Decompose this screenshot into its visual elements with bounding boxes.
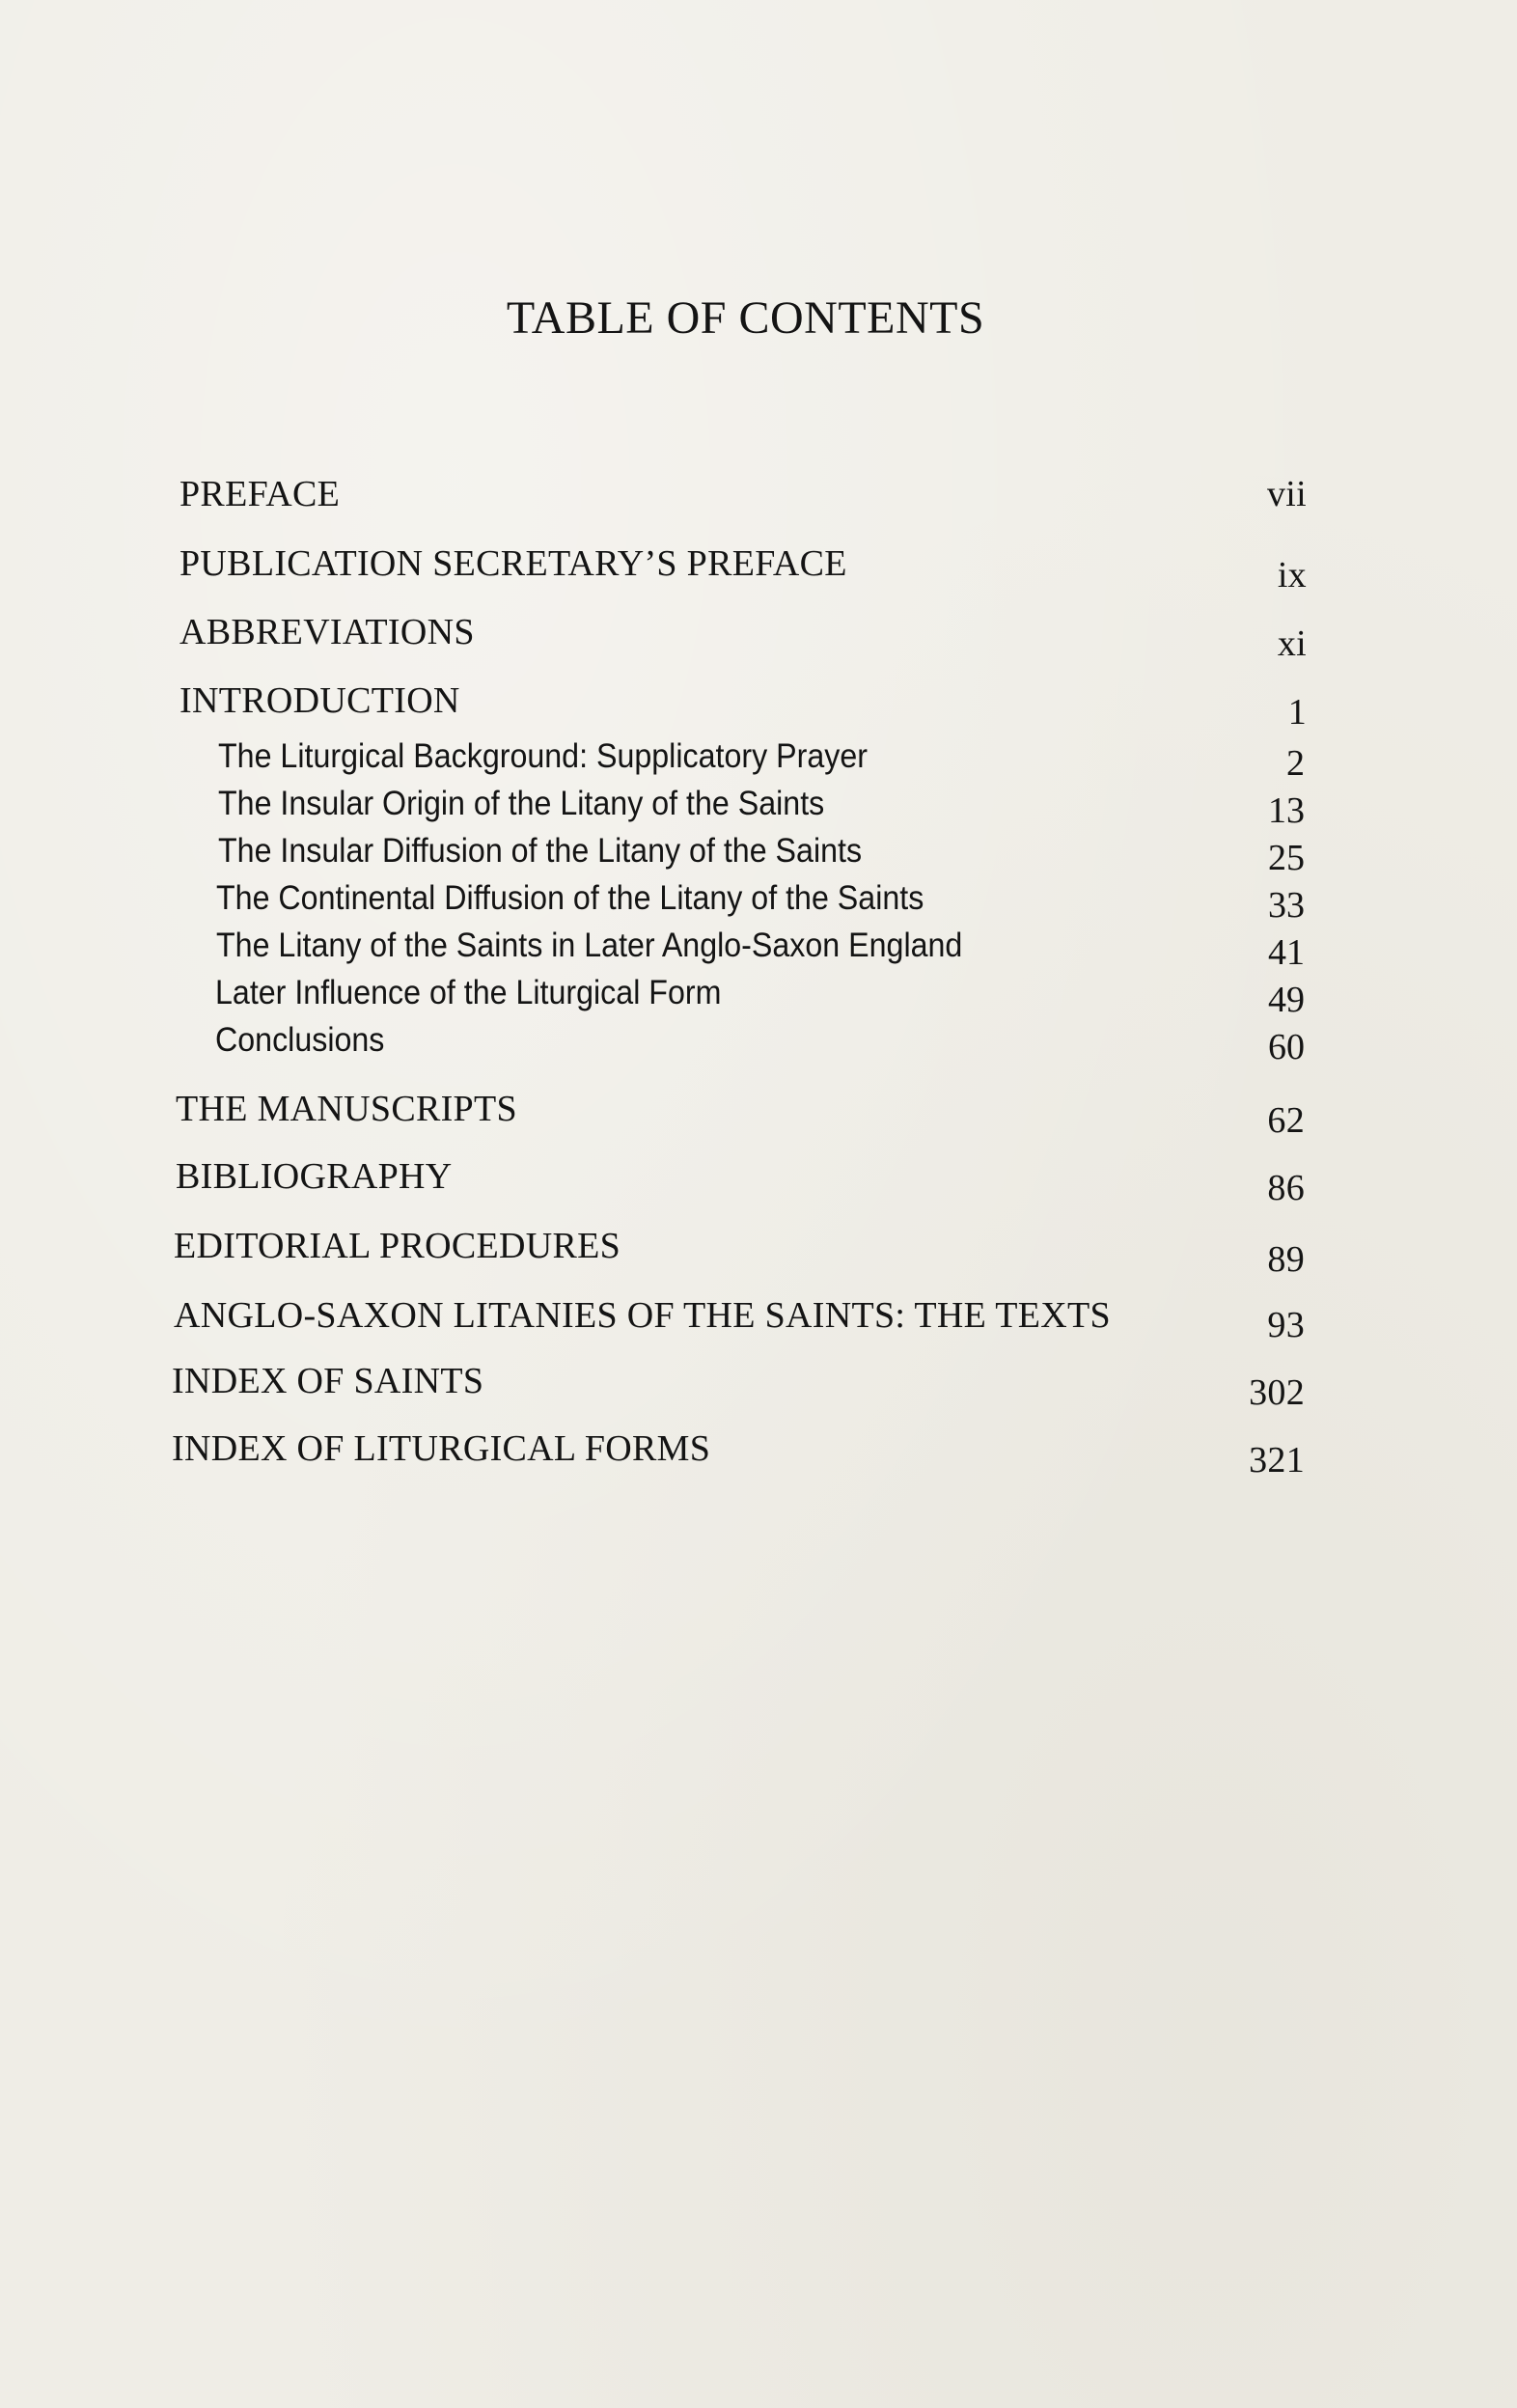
toc-entry-page: 60 [1268,1027,1305,1067]
toc-entry-label: Conclusions [215,1021,385,1059]
page-title: TABLE OF CONTENTS [506,292,985,345]
toc-entry-the-manuscripts [176,1089,1305,1141]
toc-entry-label: Later Influence of the Liturgical Form [215,974,722,1011]
toc-entry-preface [179,476,1307,518]
toc-entry-label: INTRODUCTION [179,680,460,721]
toc-entry-page: 41 [1268,932,1305,973]
toc-entry-conclusions [215,1023,1305,1066]
toc-entry-page: 2 [1286,743,1305,784]
toc-entry-publication-secretarys-preface [179,543,1307,595]
toc-entry-label: The Litany of the Saints in Later Anglo-Saxon England [216,927,963,964]
toc-entry-index-of-saints [172,1361,1305,1413]
toc-entry-label: INDEX OF LITURGICAL FORMS [172,1428,711,1469]
toc-entry-page: 33 [1268,885,1305,926]
toc-entry-label: The Insular Origin of the Litany of the Saints [218,785,825,822]
toc-entry-bibliography [176,1156,1305,1208]
toc-entry-anglo-saxon-litanies-texts [174,1295,1305,1345]
toc-entry-page: 13 [1268,790,1305,831]
toc-entry-insular-origin [218,787,1305,829]
toc-entry-label: THE MANUSCRIPTS [176,1089,517,1129]
toc-entry-page: 89 [1267,1239,1305,1280]
toc-entry-label: ANGLO-SAXON LITANIES OF THE SAINTS: THE TEXTS [174,1295,1111,1336]
toc-entry-page: 49 [1268,980,1305,1020]
toc-entry-introduction [179,680,1307,733]
toc-entry-page: 302 [1249,1372,1305,1413]
toc-entry-page: 321 [1249,1440,1305,1481]
toc-entry-label: The Insular Diffusion of the Litany of the Saints [218,832,863,870]
toc-entry-label: The Liturgical Background: Supplicatory Prayer [218,737,868,775]
toc-entry-label: EDITORIAL PROCEDURES [174,1226,621,1266]
toc-entry-page: 93 [1267,1305,1305,1345]
toc-entry-page: 62 [1267,1100,1305,1141]
toc-entry-index-of-liturgical-forms [172,1428,1305,1481]
toc-entry-liturgical-background [218,739,1305,782]
toc-entry-label: BIBLIOGRAPHY [176,1156,453,1197]
toc-entry-later-influence [215,976,1305,1018]
toc-entry-page: 1 [1287,692,1307,733]
toc-entry-page: 86 [1267,1168,1305,1208]
toc-entry-label: INDEX OF SAINTS [172,1361,484,1401]
toc-entry-editorial-procedures [174,1226,1305,1280]
toc-entry-page: xi [1277,623,1307,664]
toc-entry-page: ix [1277,555,1307,595]
toc-entry-abbreviations [179,612,1307,664]
toc-entry-label: PUBLICATION SECRETARY’S PREFACE [179,543,847,584]
toc-entry-insular-diffusion [218,834,1305,876]
toc-entry-label: ABBREVIATIONS [179,612,475,652]
toc-entry-later-anglo-saxon-england [216,928,1305,971]
toc-entry-page: vii [1266,474,1307,514]
toc-entry-page: 25 [1268,838,1305,878]
toc-entry-label: The Continental Diffusion of the Litany of the Saints [216,879,924,917]
toc-entry-continental-diffusion [216,881,1305,924]
toc-entry-label: PREFACE [179,474,341,514]
